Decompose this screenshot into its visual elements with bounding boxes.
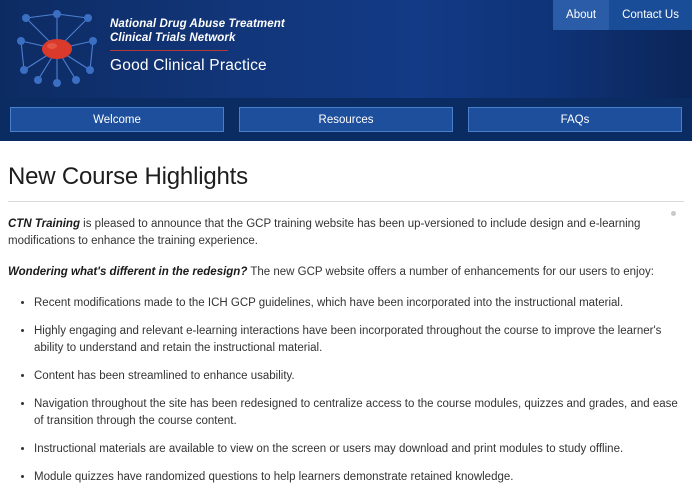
header-title-block (110, 18, 285, 75)
site-title: Good Clinical Practice (110, 57, 267, 74)
ctn-network-logo (14, 8, 100, 90)
top-nav-item-about[interactable]: About (553, 0, 609, 30)
question-lead-text: Wondering what's different in the redesign? (8, 266, 248, 278)
highlights-list (8, 295, 684, 486)
title-divider (110, 50, 228, 51)
intro-rest-text: is pleased to announce that the GCP training website has been up-versioned to include design and e-learning modifications to enhance the training experience. (8, 218, 641, 247)
intro-paragraph (8, 216, 684, 250)
list-item: • Instructional materials are available to view on the screen or users may download and print modules to study offline. (34, 441, 684, 458)
org-name-line2: Clinical Trials Network (110, 31, 236, 44)
nav-button-faqs[interactable]: FAQs (468, 107, 682, 132)
site-header (0, 0, 692, 98)
scroll-indicator-dot[interactable] (671, 211, 676, 216)
list-item: • Content has been streamlined to enhance usability. (34, 368, 684, 385)
org-name-line1: National Drug Abuse Treatment (110, 18, 285, 30)
list-item: • Highly engaging and relevant e-learning interactions have been incorporated throughout the course to improve the learner's ability to understand and retain the instructional material. (34, 323, 684, 357)
list-item: • Recent modifications made to the ICH GCP guidelines, which have been incorporated into the instructional material. (34, 295, 684, 312)
main-navigation-bar (0, 98, 692, 141)
nav-button-resources[interactable]: Resources (239, 107, 453, 132)
page-title: New Course Highlights (8, 163, 248, 190)
intro-lead-text: CTN Training (8, 218, 80, 230)
top-nav-item-contact-us[interactable]: Contact Us (609, 0, 692, 30)
top-utility-nav (553, 0, 692, 30)
question-paragraph (8, 264, 684, 281)
list-item: • Navigation throughout the site has been redesigned to centralize access to the course modules, quizzes and grades, and ease of transition through the course content. (34, 396, 684, 430)
title-underline-divider (8, 201, 684, 202)
list-item: • Module quizzes have randomized questions to help learners demonstrate retained knowledge. (34, 469, 684, 486)
nav-button-welcome[interactable]: Welcome (10, 107, 224, 132)
question-rest-text: The new GCP website offers a number of enhancements for our users to enjoy: (247, 266, 654, 278)
main-content (0, 163, 692, 486)
